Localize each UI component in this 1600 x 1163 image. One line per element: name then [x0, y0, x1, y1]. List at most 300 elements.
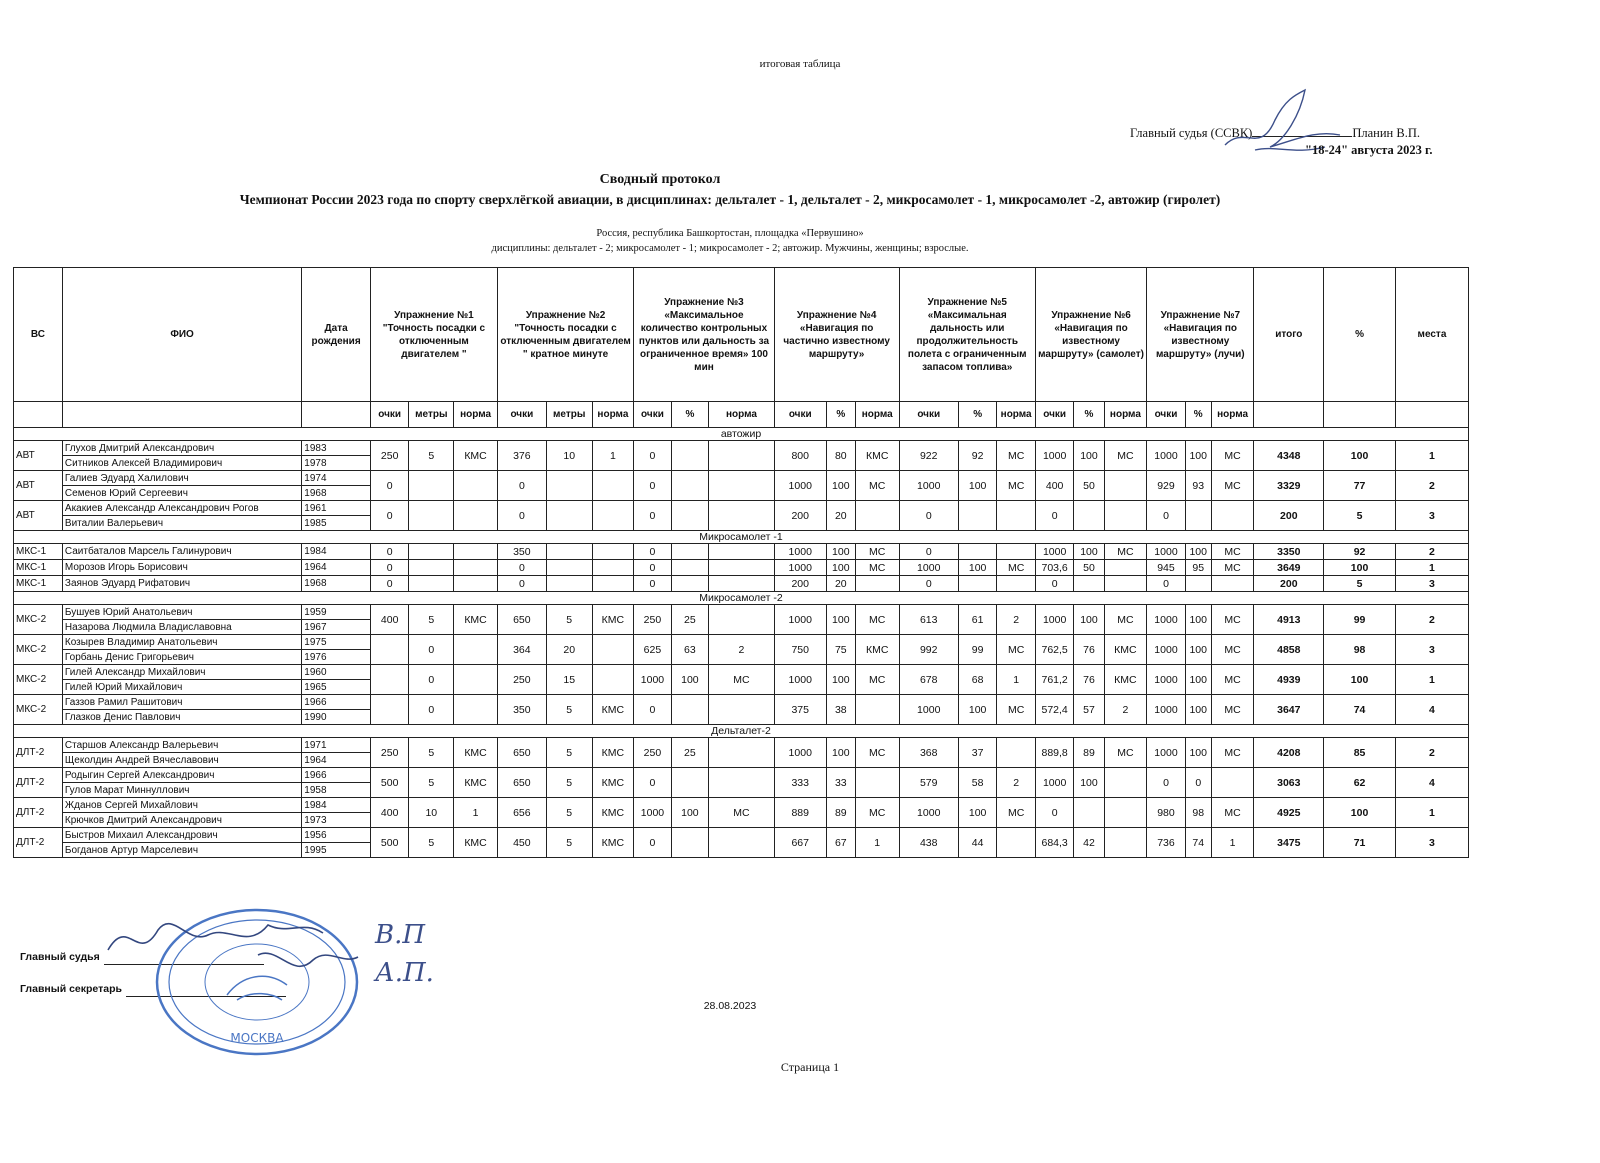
place-cell: 2 [1395, 544, 1468, 560]
score-cell: МС [1211, 695, 1254, 725]
score-cell [1074, 798, 1104, 828]
score-cell: 1000 [774, 471, 826, 501]
score-cell [454, 544, 498, 560]
score-cell [671, 768, 708, 798]
total-cell: 3350 [1254, 544, 1324, 560]
score-cell: 650 [497, 605, 546, 635]
score-cell: 58 [958, 768, 997, 798]
aircraft-class-cell: ДЛТ-2 [14, 738, 63, 768]
score-cell: 74 [1185, 828, 1211, 858]
page-subtitle: Чемпионат России 2023 года по спорту сверхлёгкой авиации, в дисциплинах: дельталет - 1, дельталет - 2, микросамолет - 1, микросамолет -2, автожир (гиролет) [239, 192, 1221, 207]
score-cell: 250 [497, 665, 546, 695]
score-cell: МС [855, 605, 899, 635]
pilot-name-cell: Саитбаталов Марсель Галинурович [62, 544, 301, 560]
score-cell: 76 [1074, 665, 1104, 695]
score-cell: 200 [774, 501, 826, 531]
score-cell: 100 [958, 695, 997, 725]
header-exercise-1: Упражнение №1 "Точность посадки с отключенным двигателем " [370, 268, 497, 402]
score-cell: 1000 [774, 560, 826, 576]
score-cell [671, 576, 708, 592]
place-cell: 2 [1395, 605, 1468, 635]
place-cell: 1 [1395, 441, 1468, 471]
place-cell: 4 [1395, 695, 1468, 725]
pilot-name-cell: Горбань Денис Григорьевич [62, 650, 301, 665]
score-cell: 0 [634, 695, 671, 725]
score-cell: МС [709, 665, 775, 695]
score-cell: 100 [671, 798, 708, 828]
score-cell: 922 [899, 441, 958, 471]
score-cell: 100 [826, 560, 855, 576]
table-row [14, 738, 1469, 753]
chief-judge-label: Главный судья (ССВК) [1130, 126, 1253, 140]
percent-cell: 98 [1324, 635, 1396, 665]
score-cell: 0 [634, 471, 671, 501]
section-title: Дельталет-2 [14, 725, 1469, 738]
pilot-name-cell: Морозов Игорь Борисович [62, 560, 301, 576]
score-cell: 1000 [1147, 695, 1186, 725]
aircraft-class-cell: ДЛТ-2 [14, 798, 63, 828]
score-cell: 0 [370, 471, 409, 501]
section-row [14, 592, 1469, 605]
score-cell: КМС [855, 441, 899, 471]
score-cell: 500 [370, 768, 409, 798]
score-cell: 1000 [634, 798, 671, 828]
percent-cell: 85 [1324, 738, 1396, 768]
score-cell [671, 544, 708, 560]
score-cell: 1000 [1147, 544, 1186, 560]
total-cell: 4913 [1254, 605, 1324, 635]
pilot-name-cell: Газзов Рамил Рашитович [62, 695, 301, 710]
score-cell: 376 [497, 441, 546, 471]
sub-ochki: очки [774, 402, 826, 428]
score-cell [454, 560, 498, 576]
place-cell: 2 [1395, 738, 1468, 768]
sub-pct: % [826, 402, 855, 428]
score-cell: 0 [634, 768, 671, 798]
table-row [14, 635, 1469, 650]
birth-year-cell: 1974 [302, 471, 371, 486]
total-cell: 3475 [1254, 828, 1324, 858]
score-cell: 2 [1104, 695, 1147, 725]
table-row [14, 798, 1469, 813]
score-cell [709, 576, 775, 592]
score-cell: 1 [1211, 828, 1254, 858]
score-cell [1104, 768, 1147, 798]
score-cell: КМС [855, 635, 899, 665]
score-cell: 0 [497, 501, 546, 531]
score-cell [855, 695, 899, 725]
score-cell: 5 [546, 738, 592, 768]
score-cell: МС [1211, 738, 1254, 768]
score-cell: 0 [899, 576, 958, 592]
score-cell: 0 [899, 544, 958, 560]
sub-ochki: очки [370, 402, 409, 428]
score-cell: 762,5 [1035, 635, 1074, 665]
aircraft-class-cell: МКС-2 [14, 635, 63, 665]
birth-year-cell: 1968 [302, 576, 371, 592]
score-cell: 980 [1147, 798, 1186, 828]
score-cell: 100 [826, 665, 855, 695]
score-cell: 2 [709, 635, 775, 665]
score-cell [370, 665, 409, 695]
section-title: Микросамолет -1 [14, 531, 1469, 544]
score-cell: МС [1104, 441, 1147, 471]
score-cell: 100 [1185, 441, 1211, 471]
place-cell: 3 [1395, 635, 1468, 665]
score-cell [671, 501, 708, 531]
score-cell: 0 [370, 501, 409, 531]
competition-dates: "18-24" августа 2023 г. [1305, 143, 1433, 157]
venue: Россия, республика Башкортостан, площадка «Первушино» [596, 228, 864, 239]
score-cell: МС [855, 544, 899, 560]
score-cell: КМС [1104, 665, 1147, 695]
birth-year-cell: 1973 [302, 813, 371, 828]
disciplines: дисциплины: дельталет - 2; микросамолет - 1; микросамолет - 2; автожир. Мужчины, женщины; взрослые. [491, 243, 969, 254]
score-cell: 364 [497, 635, 546, 665]
chief-judge-handwritten-initials: В.П [375, 920, 426, 950]
score-cell: 80 [826, 441, 855, 471]
score-cell: 0 [1147, 576, 1186, 592]
score-cell: 250 [370, 738, 409, 768]
percent-cell: 100 [1324, 560, 1396, 576]
score-cell: 992 [899, 635, 958, 665]
table-row [14, 441, 1469, 456]
score-cell: 0 [370, 560, 409, 576]
score-cell [454, 501, 498, 531]
score-cell: 100 [1185, 635, 1211, 665]
score-cell [709, 605, 775, 635]
score-cell: 368 [899, 738, 958, 768]
sub-ochki: очки [899, 402, 958, 428]
sub-norma: норма [1104, 402, 1147, 428]
page-title: Сводный протокол [599, 172, 721, 187]
score-cell: 400 [370, 798, 409, 828]
aircraft-class-cell: МКС-1 [14, 544, 63, 560]
birth-year-cell: 1966 [302, 768, 371, 783]
score-cell [958, 501, 997, 531]
score-cell: 579 [899, 768, 958, 798]
score-cell: 703,6 [1035, 560, 1074, 576]
place-cell: 4 [1395, 768, 1468, 798]
score-cell: 5 [546, 828, 592, 858]
score-cell [709, 544, 775, 560]
chief-secretary-label: Главный секретарь [20, 983, 122, 995]
birth-year-cell: 1967 [302, 620, 371, 635]
birth-year-cell: 1965 [302, 680, 371, 695]
score-cell: 0 [497, 560, 546, 576]
score-cell [592, 544, 634, 560]
score-cell: 0 [634, 544, 671, 560]
score-cell: 1000 [1035, 441, 1074, 471]
score-cell: 0 [634, 560, 671, 576]
score-cell: МС [855, 665, 899, 695]
score-cell: 5 [409, 738, 454, 768]
score-cell [370, 695, 409, 725]
top-note: итоговая таблица [759, 58, 841, 70]
table-row [14, 576, 1469, 592]
table-row [14, 695, 1469, 710]
score-cell: КМС [592, 605, 634, 635]
score-cell: 10 [546, 441, 592, 471]
score-cell [709, 828, 775, 858]
score-cell [709, 768, 775, 798]
results-body [14, 428, 1469, 858]
table-row [14, 501, 1469, 516]
score-cell: 736 [1147, 828, 1186, 858]
pilot-name-cell: Старшов Александр Валерьевич [62, 738, 301, 753]
score-cell [592, 501, 634, 531]
score-cell: 33 [826, 768, 855, 798]
chief-judge-name: Планин В.П. [1352, 126, 1420, 140]
sub-norma: норма [1211, 402, 1254, 428]
place-cell: 2 [1395, 471, 1468, 501]
score-cell [855, 501, 899, 531]
score-cell [1074, 501, 1104, 531]
pilot-name-cell: Акакиев Александр Александрович Рогов [62, 501, 301, 516]
score-cell: 100 [671, 665, 708, 695]
score-cell: МС [997, 471, 1036, 501]
table-row [14, 768, 1469, 783]
score-cell: 63 [671, 635, 708, 665]
score-cell: 38 [826, 695, 855, 725]
chief-judge-bottom-label: Главный судья [20, 951, 100, 963]
score-cell: 0 [634, 501, 671, 531]
score-cell: 1000 [774, 605, 826, 635]
score-cell: 98 [1185, 798, 1211, 828]
total-cell: 4939 [1254, 665, 1324, 695]
page-number: Страница 1 [780, 1060, 840, 1074]
score-cell: 1 [855, 828, 899, 858]
pilot-name-cell: Козырев Владимир Анатольевич [62, 635, 301, 650]
score-cell [409, 501, 454, 531]
birth-year-cell: 1956 [302, 828, 371, 843]
birth-year-cell: 1975 [302, 635, 371, 650]
percent-cell: 71 [1324, 828, 1396, 858]
score-cell: 678 [899, 665, 958, 695]
aircraft-class-cell: МКС-2 [14, 665, 63, 695]
place-cell: 1 [1395, 665, 1468, 695]
score-cell: КМС [454, 605, 498, 635]
score-cell: 761,2 [1035, 665, 1074, 695]
score-cell: 5 [409, 768, 454, 798]
sub-ochki: очки [1035, 402, 1074, 428]
score-cell [1104, 471, 1147, 501]
table-row [14, 560, 1469, 576]
score-cell: 250 [370, 441, 409, 471]
score-cell: 889 [774, 798, 826, 828]
percent-cell: 92 [1324, 544, 1396, 560]
score-cell: 0 [1035, 576, 1074, 592]
place-cell: 1 [1395, 560, 1468, 576]
score-cell: 350 [497, 544, 546, 560]
score-cell: 0 [1147, 768, 1186, 798]
header-exercise-2: Упражнение №2 "Точность посадки с отключенным двигателем " кратное минуте [497, 268, 633, 402]
score-cell: 100 [1074, 768, 1104, 798]
score-cell: 0 [634, 576, 671, 592]
score-cell: 0 [634, 441, 671, 471]
score-cell: 1000 [1035, 544, 1074, 560]
score-cell [855, 576, 899, 592]
results-table [13, 267, 1469, 858]
score-cell [671, 828, 708, 858]
score-cell: 0 [409, 695, 454, 725]
section-row [14, 725, 1469, 738]
section-row [14, 428, 1469, 441]
stamp-text: МОСКВА [230, 1031, 284, 1045]
pilot-name-cell: Глазков Денис Павлович [62, 710, 301, 725]
score-cell [370, 635, 409, 665]
sub-norma: норма [997, 402, 1036, 428]
sub-metry: метры [409, 402, 454, 428]
score-cell: 0 [409, 665, 454, 695]
score-cell: 613 [899, 605, 958, 635]
aircraft-class-cell: МКС-2 [14, 605, 63, 635]
score-cell: 89 [1074, 738, 1104, 768]
sub-pct: % [958, 402, 997, 428]
score-cell [709, 695, 775, 725]
score-cell [454, 665, 498, 695]
score-cell: 1000 [1147, 635, 1186, 665]
percent-cell: 99 [1324, 605, 1396, 635]
total-cell: 4858 [1254, 635, 1324, 665]
score-cell: 100 [1074, 441, 1104, 471]
score-cell [546, 576, 592, 592]
header-exercise-3: Упражнение №3 «Максимальное количество контрольных пунктов или дальность за ограниченное время» 100 мин [634, 268, 775, 402]
score-cell [409, 544, 454, 560]
birth-year-cell: 1976 [302, 650, 371, 665]
score-cell: 650 [497, 768, 546, 798]
score-cell: 1000 [1147, 665, 1186, 695]
score-cell: 1000 [899, 695, 958, 725]
score-cell: 44 [958, 828, 997, 858]
header-exercise-6: Упражнение №6 «Навигация по известному маршруту» (самолет) [1035, 268, 1146, 402]
percent-cell: 77 [1324, 471, 1396, 501]
total-cell: 3329 [1254, 471, 1324, 501]
score-cell: 1000 [774, 544, 826, 560]
birth-year-cell: 1984 [302, 544, 371, 560]
place-cell: 3 [1395, 501, 1468, 531]
total-cell: 3647 [1254, 695, 1324, 725]
score-cell: 945 [1147, 560, 1186, 576]
header-total: итого [1254, 268, 1324, 402]
score-cell: КМС [592, 798, 634, 828]
score-cell [709, 560, 775, 576]
total-cell: 4348 [1254, 441, 1324, 471]
score-cell: 5 [409, 828, 454, 858]
score-cell: МС [997, 560, 1036, 576]
header-vs: ВС [14, 268, 63, 402]
sub-pct: % [1185, 402, 1211, 428]
score-cell: 0 [370, 576, 409, 592]
score-cell [592, 576, 634, 592]
birth-year-cell: 1995 [302, 843, 371, 858]
score-cell [997, 738, 1036, 768]
birth-year-cell: 1984 [302, 798, 371, 813]
total-cell: 3063 [1254, 768, 1324, 798]
score-cell [1211, 768, 1254, 798]
score-cell [997, 544, 1036, 560]
score-cell: 100 [1185, 605, 1211, 635]
pilot-name-cell: Жданов Сергей Михайлович [62, 798, 301, 813]
score-cell: 76 [1074, 635, 1104, 665]
table-row [14, 828, 1469, 843]
score-cell: 750 [774, 635, 826, 665]
score-cell: МС [997, 695, 1036, 725]
score-cell: 0 [634, 828, 671, 858]
score-cell [592, 635, 634, 665]
total-cell: 200 [1254, 576, 1324, 592]
score-cell: 889,8 [1035, 738, 1074, 768]
score-cell: 375 [774, 695, 826, 725]
score-cell: 650 [497, 738, 546, 768]
score-cell: МС [997, 798, 1036, 828]
pilot-name-cell: Семенов Юрий Сергеевич [62, 486, 301, 501]
score-cell [546, 471, 592, 501]
score-cell: 0 [1185, 768, 1211, 798]
score-cell: 100 [1185, 544, 1211, 560]
score-cell: 684,3 [1035, 828, 1074, 858]
score-cell [592, 560, 634, 576]
birth-year-cell: 1961 [302, 501, 371, 516]
header-exercise-5: Упражнение №5 «Максимальная дальность или продолжительность полета с ограниченным запасом топлива» [899, 268, 1035, 402]
aircraft-class-cell: ДЛТ-2 [14, 828, 63, 858]
score-cell: 1 [592, 441, 634, 471]
score-cell: 1000 [634, 665, 671, 695]
score-cell: 67 [826, 828, 855, 858]
score-cell: 100 [958, 560, 997, 576]
score-cell [997, 576, 1036, 592]
pilot-name-cell: Богданов Артур Марселевич [62, 843, 301, 858]
score-cell: 25 [671, 738, 708, 768]
score-cell: 68 [958, 665, 997, 695]
score-cell: 333 [774, 768, 826, 798]
total-cell: 3649 [1254, 560, 1324, 576]
score-cell: 1 [454, 798, 498, 828]
total-cell: 4208 [1254, 738, 1324, 768]
sub-norma: норма [454, 402, 498, 428]
score-cell [409, 560, 454, 576]
score-cell: 438 [899, 828, 958, 858]
score-cell: 450 [497, 828, 546, 858]
score-cell: 0 [1035, 501, 1074, 531]
score-cell: 100 [958, 798, 997, 828]
score-cell: 5 [409, 441, 454, 471]
score-cell [958, 544, 997, 560]
score-cell: 0 [497, 576, 546, 592]
sub-norma: норма [709, 402, 775, 428]
score-cell: КМС [454, 441, 498, 471]
pilot-name-cell: Быстров Михаил Александрович [62, 828, 301, 843]
score-cell: 1000 [1147, 605, 1186, 635]
score-cell: 0 [899, 501, 958, 531]
score-cell: 0 [409, 635, 454, 665]
percent-cell: 5 [1324, 501, 1396, 531]
aircraft-class-cell: АВТ [14, 441, 63, 471]
score-cell: 25 [671, 605, 708, 635]
score-cell: 5 [546, 798, 592, 828]
header-place: места [1395, 268, 1468, 402]
section-title: автожир [14, 428, 1469, 441]
percent-cell: 5 [1324, 576, 1396, 592]
aircraft-class-cell: АВТ [14, 471, 63, 501]
score-cell: КМС [592, 738, 634, 768]
score-cell [855, 768, 899, 798]
score-cell: 572,4 [1035, 695, 1074, 725]
score-cell: МС [855, 738, 899, 768]
score-cell: 800 [774, 441, 826, 471]
header-fio: ФИО [62, 268, 301, 402]
header-dob: Дата рождения [302, 268, 371, 402]
